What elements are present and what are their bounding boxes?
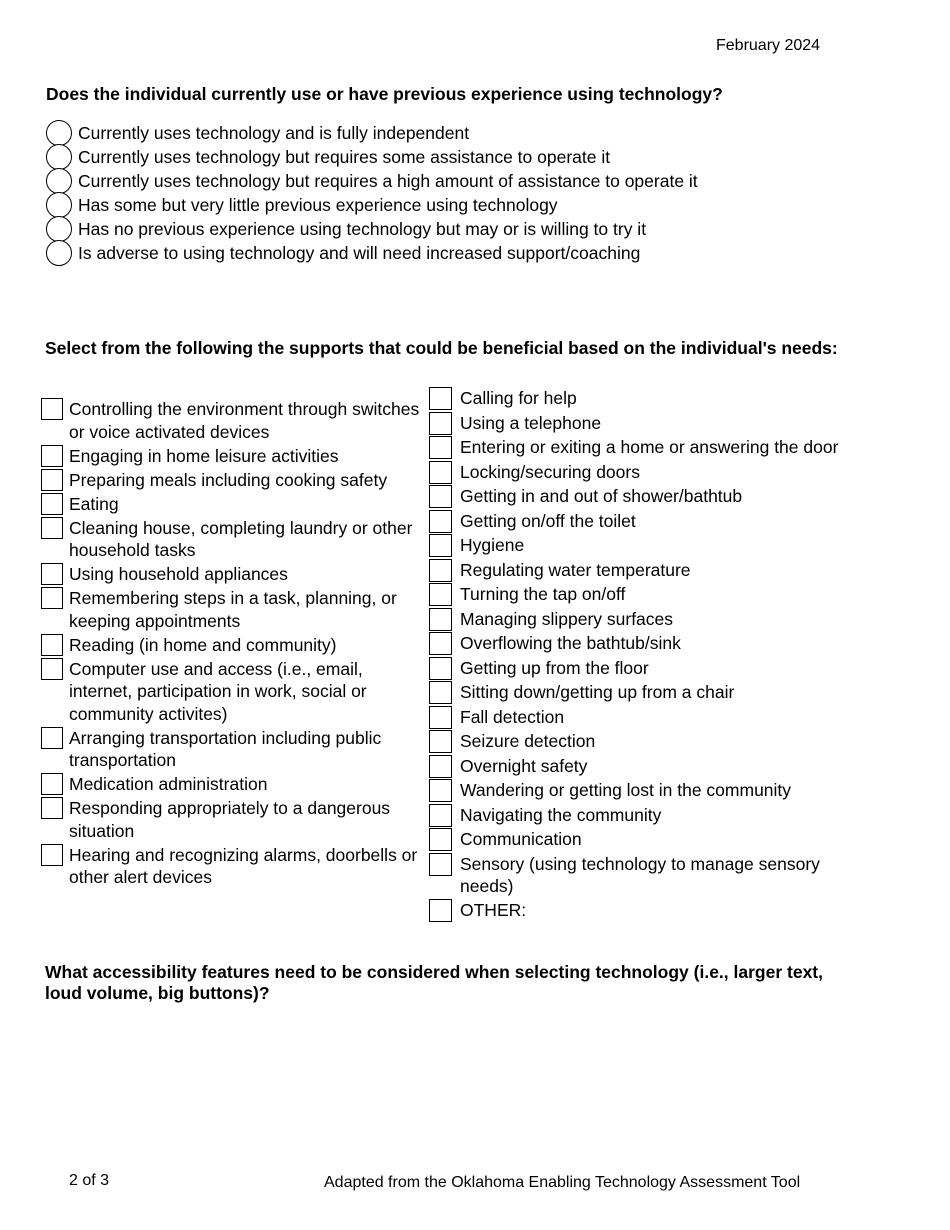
- support-checkbox[interactable]: [41, 587, 63, 609]
- support-label: Navigating the community: [460, 804, 662, 825]
- support-checkbox[interactable]: [429, 436, 452, 459]
- support-label: Remembering steps in a task, planning, or keeping appointments: [69, 588, 397, 631]
- support-label: Eating: [69, 493, 119, 514]
- support-checkbox[interactable]: [429, 485, 452, 508]
- support-item[interactable]: [429, 755, 849, 778]
- radio-button[interactable]: [46, 192, 72, 218]
- support-label: Fall detection: [460, 706, 565, 727]
- support-checkbox[interactable]: [41, 563, 63, 585]
- radio-button[interactable]: [46, 144, 72, 170]
- radio-button[interactable]: [46, 216, 72, 242]
- support-checkbox[interactable]: [429, 681, 452, 704]
- support-item[interactable]: [429, 485, 849, 508]
- support-checkbox[interactable]: [429, 534, 452, 557]
- support-label: Getting on/off the toilet: [460, 510, 636, 531]
- support-checkbox[interactable]: [41, 445, 63, 467]
- support-checkbox[interactable]: [429, 583, 452, 606]
- support-label: Hearing and recognizing alarms, doorbells or other alert devices: [69, 844, 418, 887]
- support-item[interactable]: [429, 657, 849, 680]
- support-item[interactable]: [41, 634, 421, 657]
- option-label: Has no previous experience using technology but may or is willing to try it: [78, 219, 647, 239]
- support-item[interactable]: [429, 804, 849, 827]
- support-label: Preparing meals including cooking safety: [69, 469, 388, 490]
- support-label: Wandering or getting lost in the community: [460, 780, 792, 800]
- question-supports: Select from the following the supports that could be beneficial based on the individual's needs:: [45, 338, 838, 358]
- support-label: Calling for help: [460, 388, 577, 408]
- support-item[interactable]: [429, 706, 849, 729]
- question-technology-experience: Does the individual currently use or have previous experience using technology?: [46, 84, 723, 104]
- support-item[interactable]: [429, 510, 849, 533]
- support-label: Sensory (using technology to manage sensory needs): [460, 853, 820, 896]
- question-accessibility-features: What accessibility features need to be considered when selecting technology (i.e., larger text, loud volume, big buttons)?: [45, 962, 823, 1003]
- support-checkbox[interactable]: [41, 773, 63, 795]
- support-item[interactable]: [41, 563, 421, 586]
- experience-option[interactable]: [46, 146, 726, 170]
- support-checkbox[interactable]: [429, 559, 452, 582]
- support-checkbox[interactable]: [41, 469, 63, 491]
- support-item[interactable]: [429, 632, 849, 655]
- support-label: Getting up from the floor: [460, 657, 649, 678]
- support-checkbox[interactable]: [429, 510, 452, 533]
- support-item[interactable]: [41, 398, 421, 443]
- support-item[interactable]: [429, 853, 849, 898]
- support-item[interactable]: [429, 899, 849, 922]
- support-label: Overnight safety: [460, 755, 588, 776]
- experience-option[interactable]: [46, 242, 726, 266]
- support-label: Using a telephone: [460, 412, 602, 433]
- support-label: OTHER:: [460, 900, 527, 920]
- support-item[interactable]: [429, 534, 849, 557]
- support-checkbox[interactable]: [429, 657, 452, 680]
- support-item[interactable]: [41, 773, 421, 796]
- support-item[interactable]: [429, 681, 849, 704]
- radio-button[interactable]: [46, 168, 72, 194]
- support-label: Turning the tap on/off: [460, 584, 626, 604]
- support-label: Regulating water temperature: [460, 559, 691, 580]
- support-label: Arranging transportation including public transportation: [69, 727, 382, 770]
- support-item[interactable]: [429, 583, 849, 606]
- support-item[interactable]: [41, 587, 421, 632]
- support-label: Overflowing the bathtub/sink: [460, 633, 681, 653]
- option-label: Is adverse to using technology and will need increased support/coaching: [78, 243, 641, 263]
- support-label: Engaging in home leisure activities: [69, 445, 339, 466]
- option-label: Currently uses technology but requires a high amount of assistance to operate it: [78, 171, 698, 191]
- support-label: Hygiene: [460, 535, 525, 555]
- support-checkbox[interactable]: [429, 804, 452, 827]
- page-number: 2 of 3: [69, 1172, 110, 1189]
- support-checkbox[interactable]: [429, 608, 452, 631]
- support-item[interactable]: [429, 436, 849, 459]
- support-label: Reading (in home and community): [69, 634, 337, 655]
- support-label: Responding appropriately to a dangerous situation: [69, 798, 391, 841]
- support-checkbox[interactable]: [41, 658, 63, 680]
- support-label: Getting in and out of shower/bathtub: [460, 486, 743, 506]
- support-item[interactable]: [41, 493, 421, 516]
- technology-experience-options: [46, 122, 726, 266]
- support-item[interactable]: [429, 730, 849, 753]
- support-item[interactable]: [41, 797, 421, 842]
- support-item[interactable]: [429, 559, 849, 582]
- support-checkbox[interactable]: [41, 517, 63, 539]
- support-label: Cleaning house, completing laundry or other household tasks: [69, 517, 413, 560]
- support-item[interactable]: [429, 412, 849, 435]
- support-item[interactable]: [429, 461, 849, 484]
- support-label: Medication administration: [69, 774, 268, 794]
- support-checkbox[interactable]: [41, 634, 63, 656]
- experience-option[interactable]: [46, 218, 726, 242]
- support-checkbox[interactable]: [41, 797, 63, 819]
- support-checkbox[interactable]: [41, 493, 63, 515]
- experience-option[interactable]: [46, 170, 726, 194]
- support-item[interactable]: [429, 387, 849, 410]
- radio-button[interactable]: [46, 240, 72, 266]
- radio-button[interactable]: [46, 120, 72, 146]
- support-label: Managing slippery surfaces: [460, 608, 674, 629]
- experience-option[interactable]: [46, 194, 726, 218]
- support-label: Using household appliances: [69, 564, 288, 584]
- support-checkbox[interactable]: [429, 412, 452, 435]
- support-checkbox[interactable]: [429, 828, 452, 851]
- support-label: Seizure detection: [460, 731, 596, 751]
- support-label: Locking/securing doors: [460, 461, 640, 482]
- support-item[interactable]: [429, 828, 849, 851]
- support-checkbox[interactable]: [429, 706, 452, 729]
- support-checkbox[interactable]: [429, 899, 452, 922]
- experience-option[interactable]: [46, 122, 726, 146]
- source-attribution: Adapted from the Oklahoma Enabling Technology Assessment Tool: [324, 1174, 801, 1191]
- option-label: Has some but very little previous experience using technology: [78, 195, 558, 215]
- support-checkbox[interactable]: [429, 387, 452, 410]
- support-item[interactable]: [41, 445, 421, 468]
- support-label: Computer use and access (i.e., email, internet, participation in work, social or community activites): [69, 658, 367, 724]
- support-checkbox[interactable]: [429, 632, 452, 655]
- support-item[interactable]: [429, 608, 849, 631]
- support-label: Controlling the environment through switches or voice activated devices: [69, 399, 420, 442]
- support-label: Communication: [460, 829, 582, 849]
- support-label: Entering or exiting a home or answering the door: [460, 437, 839, 457]
- supports-list-left: [41, 398, 421, 890]
- support-checkbox[interactable]: [41, 398, 63, 420]
- support-item[interactable]: [41, 469, 421, 492]
- option-label: Currently uses technology but requires some assistance to operate it: [78, 147, 611, 167]
- support-item[interactable]: [41, 658, 421, 726]
- support-item[interactable]: [41, 727, 421, 772]
- support-checkbox[interactable]: [429, 730, 452, 753]
- option-label: Currently uses technology and is fully independent: [78, 123, 470, 143]
- support-checkbox[interactable]: [41, 727, 63, 749]
- support-item[interactable]: [41, 517, 421, 562]
- document-date: February 2024: [716, 37, 821, 54]
- supports-list-right: [429, 387, 849, 924]
- support-checkbox[interactable]: [41, 844, 63, 866]
- support-checkbox[interactable]: [429, 755, 452, 778]
- support-checkbox[interactable]: [429, 779, 452, 802]
- support-item[interactable]: [41, 844, 421, 889]
- support-checkbox[interactable]: [429, 853, 452, 876]
- support-label: Sitting down/getting up from a chair: [460, 682, 735, 702]
- support-item[interactable]: [429, 779, 849, 802]
- support-checkbox[interactable]: [429, 461, 452, 484]
